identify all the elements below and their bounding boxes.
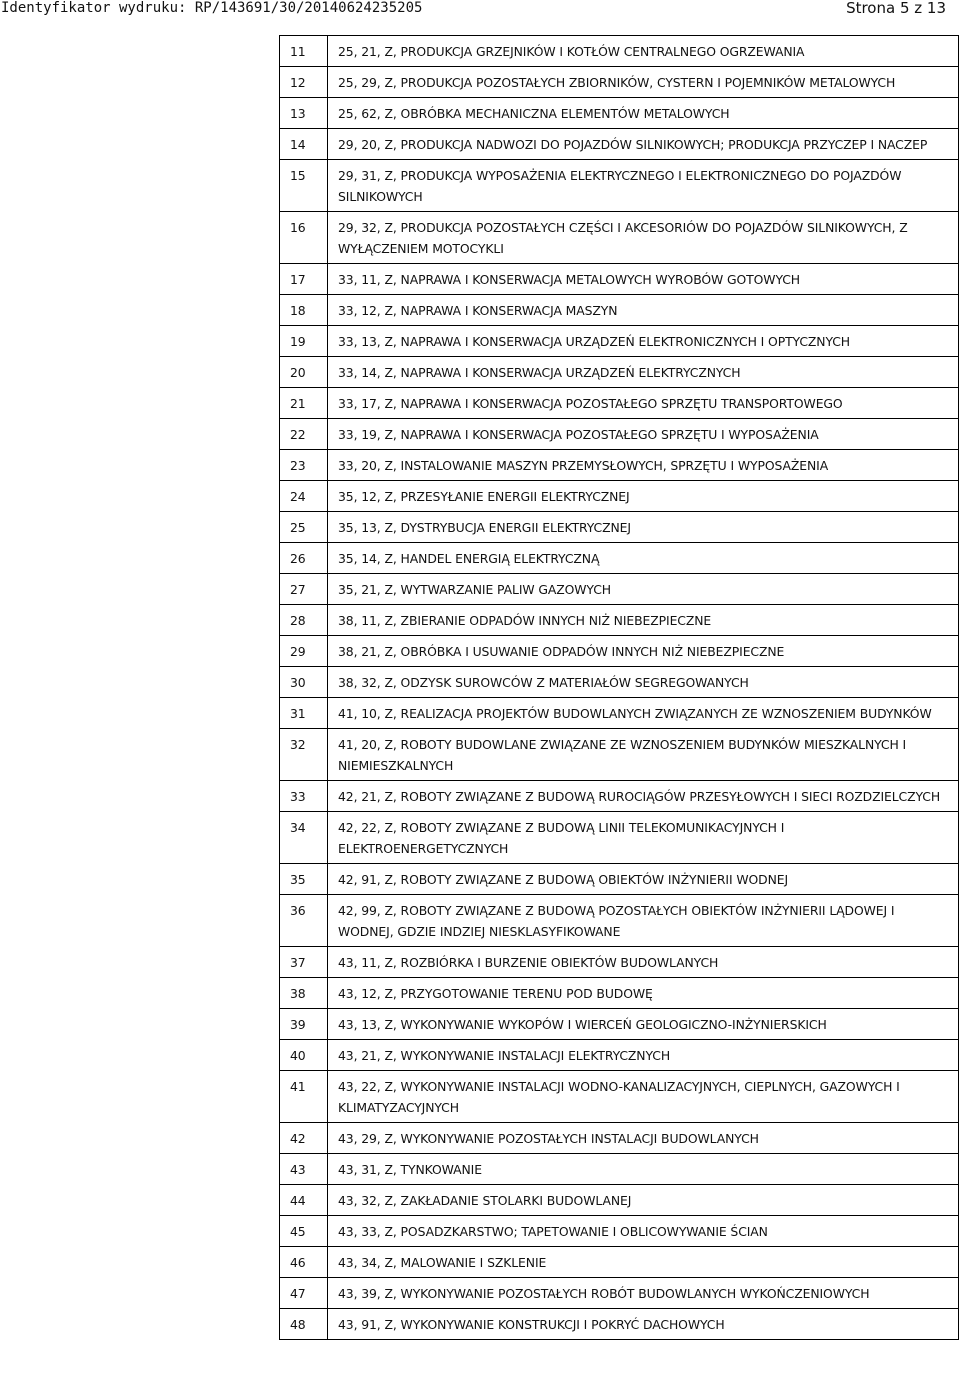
table-row: [280, 1009, 959, 1040]
table-row: [280, 978, 959, 1009]
row-number: 41: [280, 1071, 328, 1123]
row-number: 23: [280, 450, 328, 481]
table-row: [280, 129, 959, 160]
table-row: [280, 574, 959, 605]
table-row: [280, 698, 959, 729]
activity-description: 43, 33, Z, POSADZKARSTWO; TAPETOWANIE I OBLICOWYWANIE ŚCIAN: [328, 1216, 959, 1247]
row-number: 39: [280, 1009, 328, 1040]
row-number: 31: [280, 698, 328, 729]
activity-description: 43, 39, Z, WYKONYWANIE POZOSTAŁYCH ROBÓT BUDOWLANYCH WYKOŃCZENIOWYCH: [328, 1278, 959, 1309]
activity-description: 25, 29, Z, PRODUKCJA POZOSTAŁYCH ZBIORNIKÓW, CYSTERN I POJEMNIKÓW METALOWYCH: [328, 67, 959, 98]
print-identifier: Identyfikator wydruku: RP/143691/30/20140624235205: [1, 0, 423, 16]
table-row: [280, 947, 959, 978]
table-row: [280, 67, 959, 98]
activity-description: 25, 21, Z, PRODUKCJA GRZEJNIKÓW I KOTŁÓW CENTRALNEGO OGRZEWANIA: [328, 36, 959, 67]
activity-description: 25, 62, Z, OBRÓBKA MECHANICZNA ELEMENTÓW METALOWYCH: [328, 98, 959, 129]
activity-description: 33, 11, Z, NAPRAWA I KONSERWACJA METALOWYCH WYROBÓW GOTOWYCH: [328, 264, 959, 295]
activity-description: 33, 19, Z, NAPRAWA I KONSERWACJA POZOSTAŁEGO SPRZĘTU I WYPOSAŻENIA: [328, 419, 959, 450]
row-number: 37: [280, 947, 328, 978]
activity-description: 29, 20, Z, PRODUKCJA NADWOZI DO POJAZDÓW SILNIKOWYCH; PRODUKCJA PRZYCZEP I NACZEP: [328, 129, 959, 160]
row-number: 17: [280, 264, 328, 295]
table-row: [280, 636, 959, 667]
table-row: [280, 512, 959, 543]
row-number: 20: [280, 357, 328, 388]
row-number: 25: [280, 512, 328, 543]
table-row: [280, 895, 959, 947]
table-row: [280, 1247, 959, 1278]
activity-description: 43, 13, Z, WYKONYWANIE WYKOPÓW I WIERCEŃ GEOLOGICZNO-INŻYNIERSKICH: [328, 1009, 959, 1040]
page-number: Strona 5 z 13: [846, 0, 946, 17]
row-number: 45: [280, 1216, 328, 1247]
activity-description: 43, 91, Z, WYKONYWANIE KONSTRUKCJI I POKRYĆ DACHOWYCH: [328, 1309, 959, 1340]
row-number: 26: [280, 543, 328, 574]
activity-description: 42, 21, Z, ROBOTY ZWIĄZANE Z BUDOWĄ RUROCIĄGÓW PRZESYŁOWYCH I SIECI ROZDZIELCZYCH: [328, 781, 959, 812]
activity-description: 35, 14, Z, HANDEL ENERGIĄ ELEKTRYCZNĄ: [328, 543, 959, 574]
table-row: [280, 1309, 959, 1340]
activity-description: 43, 12, Z, PRZYGOTOWANIE TERENU POD BUDOWĘ: [328, 978, 959, 1009]
activity-description: 43, 31, Z, TYNKOWANIE: [328, 1154, 959, 1185]
activity-description: 35, 21, Z, WYTWARZANIE PALIW GAZOWYCH: [328, 574, 959, 605]
table-row: [280, 295, 959, 326]
row-number: 28: [280, 605, 328, 636]
table-row: [280, 1154, 959, 1185]
row-number: 38: [280, 978, 328, 1009]
row-number: 27: [280, 574, 328, 605]
row-number: 19: [280, 326, 328, 357]
table-row: [280, 864, 959, 895]
activity-description: 38, 21, Z, OBRÓBKA I USUWANIE ODPADÓW INNYCH NIŻ NIEBEZPIECZNE: [328, 636, 959, 667]
row-number: 24: [280, 481, 328, 512]
row-number: 14: [280, 129, 328, 160]
activity-description: 43, 29, Z, WYKONYWANIE POZOSTAŁYCH INSTALACJI BUDOWLANYCH: [328, 1123, 959, 1154]
table-row: [280, 1278, 959, 1309]
activity-description: 43, 22, Z, WYKONYWANIE INSTALACJI WODNO-KANALIZACYJNYCH, CIEPLNYCH, GAZOWYCH I KLIMATYZACYJNYCH: [328, 1071, 959, 1123]
row-number: 44: [280, 1185, 328, 1216]
row-number: 35: [280, 864, 328, 895]
activity-description: 43, 11, Z, ROZBIÓRKA I BURZENIE OBIEKTÓW BUDOWLANYCH: [328, 947, 959, 978]
table-row: [280, 419, 959, 450]
activity-description: 29, 31, Z, PRODUKCJA WYPOSAŻENIA ELEKTRYCZNEGO I ELEKTRONICZNEGO DO POJAZDÓW SILNIKOWYCH: [328, 160, 959, 212]
table-row: [280, 543, 959, 574]
activity-description: 41, 10, Z, REALIZACJA PROJEKTÓW BUDOWLANYCH ZWIĄZANYCH ZE WZNOSZENIEM BUDYNKÓW: [328, 698, 959, 729]
activity-description: 43, 34, Z, MALOWANIE I SZKLENIE: [328, 1247, 959, 1278]
row-number: 32: [280, 729, 328, 781]
row-number: 22: [280, 419, 328, 450]
table-row: [280, 781, 959, 812]
row-number: 42: [280, 1123, 328, 1154]
table-row: [280, 1071, 959, 1123]
activity-description: 41, 20, Z, ROBOTY BUDOWLANE ZWIĄZANE ZE WZNOSZENIEM BUDYNKÓW MIESZKALNYCH I NIEMIESZKALNYCH: [328, 729, 959, 781]
row-number: 12: [280, 67, 328, 98]
table-row: [280, 605, 959, 636]
row-number: 29: [280, 636, 328, 667]
row-number: 21: [280, 388, 328, 419]
print-header: [0, 0, 960, 16]
activity-table-body: [280, 36, 959, 1340]
activity-description: 33, 17, Z, NAPRAWA I KONSERWACJA POZOSTAŁEGO SPRZĘTU TRANSPORTOWEGO: [328, 388, 959, 419]
activity-description: 33, 12, Z, NAPRAWA I KONSERWACJA MASZYN: [328, 295, 959, 326]
table-row: [280, 450, 959, 481]
table-row: [280, 357, 959, 388]
table-row: [280, 212, 959, 264]
row-number: 47: [280, 1278, 328, 1309]
row-number: 11: [280, 36, 328, 67]
table-row: [280, 326, 959, 357]
table-row: [280, 667, 959, 698]
row-number: 30: [280, 667, 328, 698]
row-number: 40: [280, 1040, 328, 1071]
activity-table: [279, 35, 959, 1340]
table-row: [280, 812, 959, 864]
table-row: [280, 98, 959, 129]
activity-description: 33, 13, Z, NAPRAWA I KONSERWACJA URZĄDZEŃ ELEKTRONICZNYCH I OPTYCZNYCH: [328, 326, 959, 357]
table-row: [280, 36, 959, 67]
row-number: 16: [280, 212, 328, 264]
activity-description: 43, 32, Z, ZAKŁADANIE STOLARKI BUDOWLANEJ: [328, 1185, 959, 1216]
table-row: [280, 388, 959, 419]
activity-description: 29, 32, Z, PRODUKCJA POZOSTAŁYCH CZĘŚCI I AKCESORIÓW DO POJAZDÓW SILNIKOWYCH, Z WYŁĄCZENIEM MOTOCYKLI: [328, 212, 959, 264]
row-number: 15: [280, 160, 328, 212]
table-row: [280, 1123, 959, 1154]
row-number: 18: [280, 295, 328, 326]
activity-description: 38, 11, Z, ZBIERANIE ODPADÓW INNYCH NIŻ NIEBEZPIECZNE: [328, 605, 959, 636]
activity-description: 33, 20, Z, INSTALOWANIE MASZYN PRZEMYSŁOWYCH, SPRZĘTU I WYPOSAŻENIA: [328, 450, 959, 481]
row-number: 36: [280, 895, 328, 947]
row-number: 48: [280, 1309, 328, 1340]
table-row: [280, 729, 959, 781]
row-number: 13: [280, 98, 328, 129]
table-row: [280, 1040, 959, 1071]
table-row: [280, 1216, 959, 1247]
activity-description: 42, 91, Z, ROBOTY ZWIĄZANE Z BUDOWĄ OBIEKTÓW INŻYNIERII WODNEJ: [328, 864, 959, 895]
activity-description: 43, 21, Z, WYKONYWANIE INSTALACJI ELEKTRYCZNYCH: [328, 1040, 959, 1071]
table-row: [280, 160, 959, 212]
row-number: 34: [280, 812, 328, 864]
row-number: 46: [280, 1247, 328, 1278]
row-number: 43: [280, 1154, 328, 1185]
activity-description: 35, 13, Z, DYSTRYBUCJA ENERGII ELEKTRYCZNEJ: [328, 512, 959, 543]
table-row: [280, 264, 959, 295]
activity-description: 35, 12, Z, PRZESYŁANIE ENERGII ELEKTRYCZNEJ: [328, 481, 959, 512]
activity-description: 42, 22, Z, ROBOTY ZWIĄZANE Z BUDOWĄ LINII TELEKOMUNIKACYJNYCH I ELEKTROENERGETYCZNYCH: [328, 812, 959, 864]
activity-description: 42, 99, Z, ROBOTY ZWIĄZANE Z BUDOWĄ POZOSTAŁYCH OBIEKTÓW INŻYNIERII LĄDOWEJ I WODNEJ, GDZIE INDZIEJ NIESKLASYFIKOWANE: [328, 895, 959, 947]
activity-description: 38, 32, Z, ODZYSK SUROWCÓW Z MATERIAŁÓW SEGREGOWANYCH: [328, 667, 959, 698]
table-row: [280, 1185, 959, 1216]
table-row: [280, 481, 959, 512]
row-number: 33: [280, 781, 328, 812]
activity-description: 33, 14, Z, NAPRAWA I KONSERWACJA URZĄDZEŃ ELEKTRYCZNYCH: [328, 357, 959, 388]
